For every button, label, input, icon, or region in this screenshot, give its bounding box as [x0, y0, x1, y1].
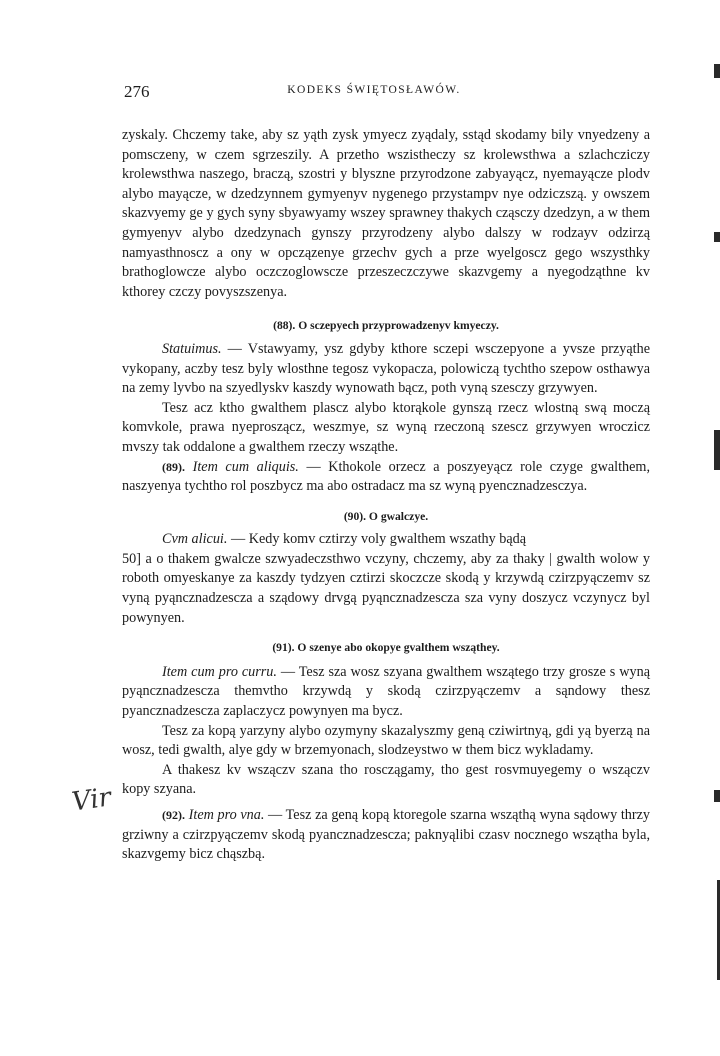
section-number: (89). [162, 459, 185, 474]
paragraph-91c: A thakesz kv wszączv szana tho rosczągamy, tho gest rosvmuyegemy o wszączv kopy szyana. [122, 761, 650, 798]
body-text [122, 126, 650, 865]
paragraph-continuation: zyskaly. Chczemy take, aby sz yąth zysk ymyecz zyądaly, sstąd skodamy bily vnyedzeny a pomsczeny, w czem sgrzeszily. A przetho wszistheczy sz krolewsthwa a szlachcziczy krolewsthwa naszego, braczą, szostri y blyszne przyrodzone zabyayącz, nyemayącze plodv alybo mayącze, w dzedzynnem gymyenyv nygenego przystampv nye odziczszą. y owszem skazvyemy ge y gych syny sbyawyamy wszey sprawney thakych cząsczy dzedzyn, a w them gymyenyv alybo dzedzynach gynszy przyrodzeny alybo dalszy w rodzayv odzirzą namyasthnoscz a ony w opczązenye grzechv gych a prze wyelgoscz gego wszysthky brathoglowcze alybo oczczoglowscze przeszeczczywe skazvgemy a nyegodząthne kv kthorey czczy povyszszenya. [122, 127, 650, 300]
latin-incipit: Statuimus. [162, 340, 222, 357]
page-header [124, 82, 624, 104]
paragraph-92 [122, 806, 650, 865]
section-heading-90: (90). O gwalczye. [343, 509, 429, 523]
page-number: 276 [124, 82, 150, 101]
scan-edge-mark [714, 64, 720, 78]
section-heading-91: (91). O szenye abo okopye gvalthem wsząthey. [272, 641, 500, 655]
scan-edge-mark [714, 430, 720, 470]
paragraph-text: — Kedy komv cztirzy voly gwalthem wszathy bądą [227, 531, 527, 548]
section-heading-88: (88). O sczepyech przyprowadzenyv kmyeczy. [273, 319, 499, 333]
paragraph-90 [122, 530, 650, 628]
paragraph-text: a o thakem gwalcze szwyadeczsthwo vczyny, chczemy, aby za thaky | gwalth wolow y roboth omyeskanye za kaszdy tydzyen cztirzi skoczcze skodą y krzywdą czirzpyączemv sz vyną pyąncznadzesczа a sządowy drvgą pyąncznadzesczа sza vyny doszycz vczynycz byl powynyen. [122, 550, 650, 626]
paragraph-91b: Tesz za kopą yarzyny alybo ozymyny skazalyszmy geną cziwirtnyą, gdi yą byerzą na wosz, tedi gwalth, alye gdy w brzemyonach, slodzeystwo w them bicz wykladamy. [122, 722, 650, 759]
paragraph-text: — Kthokole orzecz a poszyeyącz role czyge gwalthem, naszyenya tychtho rol poszbycz ma abo ostradacz ma sz wyną pyencznadzesczya. [122, 458, 650, 495]
paragraph-88a [122, 340, 650, 399]
section-number: (92). [162, 808, 185, 822]
latin-incipit: Item pro vna. [188, 807, 265, 823]
latin-incipit: Item cum aliquis. [192, 458, 299, 475]
scan-edge-mark [714, 790, 720, 802]
paragraph-91a [122, 663, 650, 722]
handwritten-margin-note: Vir [70, 782, 113, 818]
scan-edge-mark [714, 232, 720, 242]
paragraph-text: — Tesz sza wosz szyana gwalthem wszątego trzy grosze s wyną pyąncznadzesczа themvtho krzywdą y skodą czirzpyączemv a sąndowy thesz pyancznadzesczа zaplaczycz powynyen ma bycz. [122, 663, 650, 720]
paragraph-text: — Vstawyamy, ysz gdyby kthore sczepi wsczepyone a yvsze przyąthe vykopany, aczby tesz byly wlosthne tegosz vykopacza, polowiczą tychtho szepow osthawya na zemy lyvbo na szyedlyskv kaszdy wynowath bącz, poth vyną szesczy grzywyen. [122, 340, 650, 397]
latin-incipit: Cvm alicui. [162, 531, 228, 548]
paragraph-89 [122, 458, 650, 497]
running-title: KODEKS ŚWIĘTOSŁAWÓW. [287, 84, 461, 96]
manuscript-folio-marker: 50] [122, 550, 141, 567]
paragraph-text: — Tesz za geną kopą ktoregole szarna wsząthą wyna sądowy thrzy grziwny a czirzpyączemv skodą pyancznadzesczа; paknyąlibi czasv nocznego wsząthа byla, skazvgemy bicz chąszbą. [122, 807, 650, 863]
latin-incipit: Item cum pro curru. [162, 663, 277, 680]
paragraph-88b: Tesz acz ktho gwalthem plascz alybo ktorąkole gynszą rzecz wlostną swą moczą komvkole, prawa nyeproszącz, weszmye, sz wyną rzeczoną szescz grzywyen wroczicz mvszy tak oddalone a gwalthem rzeczy wsząthe. [122, 399, 650, 455]
